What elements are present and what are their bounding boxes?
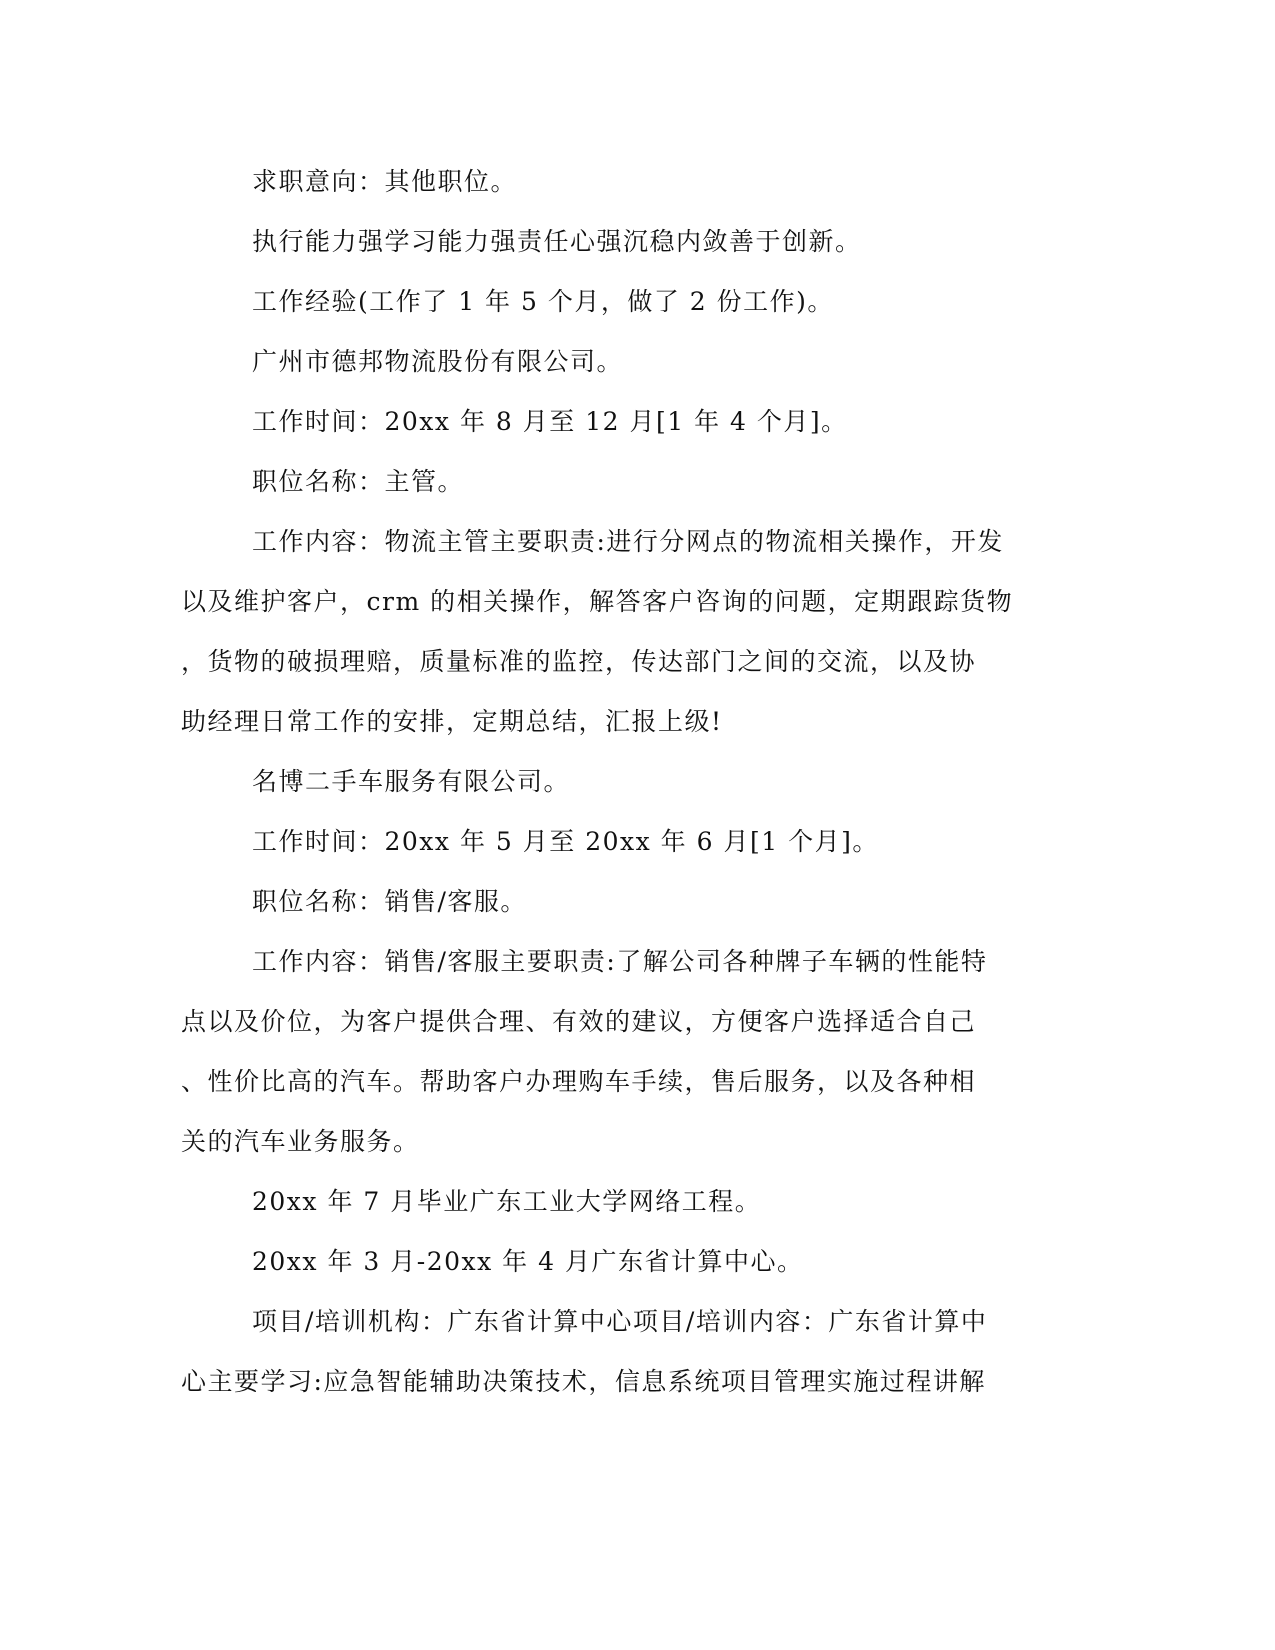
text-line: 职位名称：销售/客服。 bbox=[252, 887, 527, 916]
text-line: 关的汽车业务服务。 bbox=[181, 1127, 420, 1156]
text-line: ，货物的破损理赔，质量标准的监控，传达部门之间的交流，以及协 bbox=[181, 647, 977, 676]
text-line: 助经理日常工作的安排，定期总结，汇报上级! bbox=[181, 707, 723, 736]
text-line: 工作时间：20xx 年 8 月至 12 月[1 年 4 个月]。 bbox=[252, 407, 848, 436]
text-line: 心主要学习:应急智能辅助决策技术，信息系统项目管理实施过程讲解 bbox=[181, 1367, 986, 1396]
text-line: 求职意向：其他职位。 bbox=[252, 167, 518, 196]
text-line: 以及维护客户，crm 的相关操作，解答客户咨询的问题，定期跟踪货物 bbox=[181, 587, 1014, 616]
text-line: 工作内容：物流主管主要职责:进行分网点的物流相关操作，开发 bbox=[252, 527, 1004, 556]
text-line: 执行能力强学习能力强责任心强沉稳内敛善于创新。 bbox=[252, 227, 862, 256]
text-line: 项目/培训机构：广东省计算中心项目/培训内容：广东省计算中 bbox=[252, 1307, 988, 1336]
text-line: 工作时间：20xx 年 5 月至 20xx 年 6 月[1 个月]。 bbox=[252, 827, 879, 856]
text-line: 工作经验(工作了 1 年 5 个月，做了 2 份工作)。 bbox=[252, 287, 834, 316]
resume-text bbox=[181, 157, 1051, 1417]
text-line: 职位名称：主管。 bbox=[252, 467, 465, 496]
text-line: 、性价比高的汽车。帮助客户办理购车手续，售后服务，以及各种相 bbox=[181, 1067, 977, 1096]
text-line: 20xx 年 3 月-20xx 年 4 月广东省计算中心。 bbox=[252, 1247, 804, 1276]
text-line: 20xx 年 7 月毕业广东工业大学网络工程。 bbox=[252, 1187, 762, 1216]
text-line: 工作内容：销售/客服主要职责:了解公司各种牌子车辆的性能特 bbox=[252, 947, 988, 976]
text-line: 点以及价位，为客户提供合理、有效的建议，方便客户选择适合自己 bbox=[181, 1007, 977, 1036]
text-line: 广州市德邦物流股份有限公司。 bbox=[252, 347, 624, 376]
text-line: 名博二手车服务有限公司。 bbox=[252, 767, 571, 796]
